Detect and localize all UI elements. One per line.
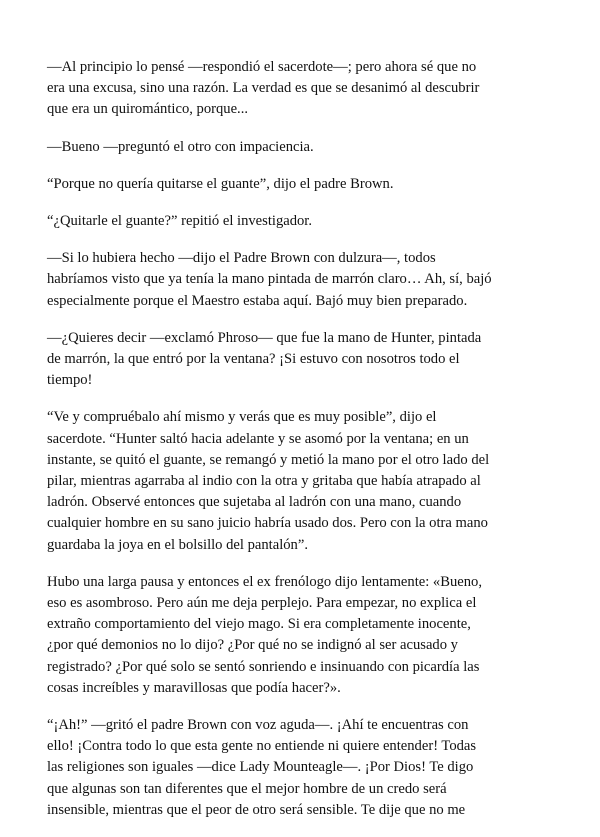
paragraph-4: “¿Quitarle el guante?” repitió el investigador. [47, 213, 313, 230]
paragraph-8: Hubo una larga pausa y entonces el ex frenólogo dijo lentamente: «Bueno, eso es asombroso. Pero aún me deja perplejo. Para empezar, no explica el extraño comportamiento del viejo mago. Si era completamente inocente, ¿por qué demonios no lo dijo? ¿Por qué no se indignó al ser acusado y registrado? ¿Por qué solo se sentó sonriendo e insinuando con picardía las cosas increíbles y maravillosas que podía hacer?». [47, 573, 482, 696]
paragraph-2: —Bueno —preguntó el otro con impaciencia. [47, 138, 314, 155]
paragraph-9: “¡Ah!” —gritó el padre Brown con voz aguda—. ¡Ahí te encuentras con ello! ¡Contra todo lo que esta gente no entiende ni quiere entender! Todas las religiones son iguales —dice Lady Mounteagle—. ¡Por Dios! Te digo que algunas son tan diferentes que el mejor hombre de un credo será insensible, mientras que el peor de otro será sensible. Te dije que no me [47, 717, 477, 818]
paragraph-7: “Ve y compruébalo ahí mismo y verás que es muy posible”, dijo el sacerdote. “Hunter saltó hacia adelante y se asomó por la ventana; en un instante, se quitó el guante, se remangó y metió la mano por el otro lado del pilar, mientras agarraba al indio con la otra y gritaba que había atrapado al ladrón. Observé entonces que sujetaba al ladrón con una mano, cuando cualquier hombre en su sano juicio habría usado dos. Pero con la otra mano guardaba la joya en el bolsillo del pantalón”. [47, 409, 490, 553]
paragraph-6: —¿Quieres decir —exclamó Phroso— que fue la mano de Hunter, pintada de marrón, la que entró por la ventana? ¡Si estuvo con nosotros todo el tiempo! [47, 329, 482, 389]
paragraph-5: —Si lo hubiera hecho —dijo el Padre Brown con dulzura—, todos habríamos visto que ya tenía la mano pintada de marrón claro… Ah, sí, bajó especialmente porque el Maestro estaba aquí. Bajó muy bien preparado. [47, 250, 492, 309]
paragraph-1: —Al principio lo pensé —respondió el sacerdote—; pero ahora sé que no era una excusa, sino una razón. La verdad es que se desanimó al descubrir que era un quiromántico, porque... [47, 59, 480, 118]
paragraph-3: “Porque no quería quitarse el guante”, dijo el padre Brown. [47, 175, 394, 192]
document-page [47, 57, 555, 837]
